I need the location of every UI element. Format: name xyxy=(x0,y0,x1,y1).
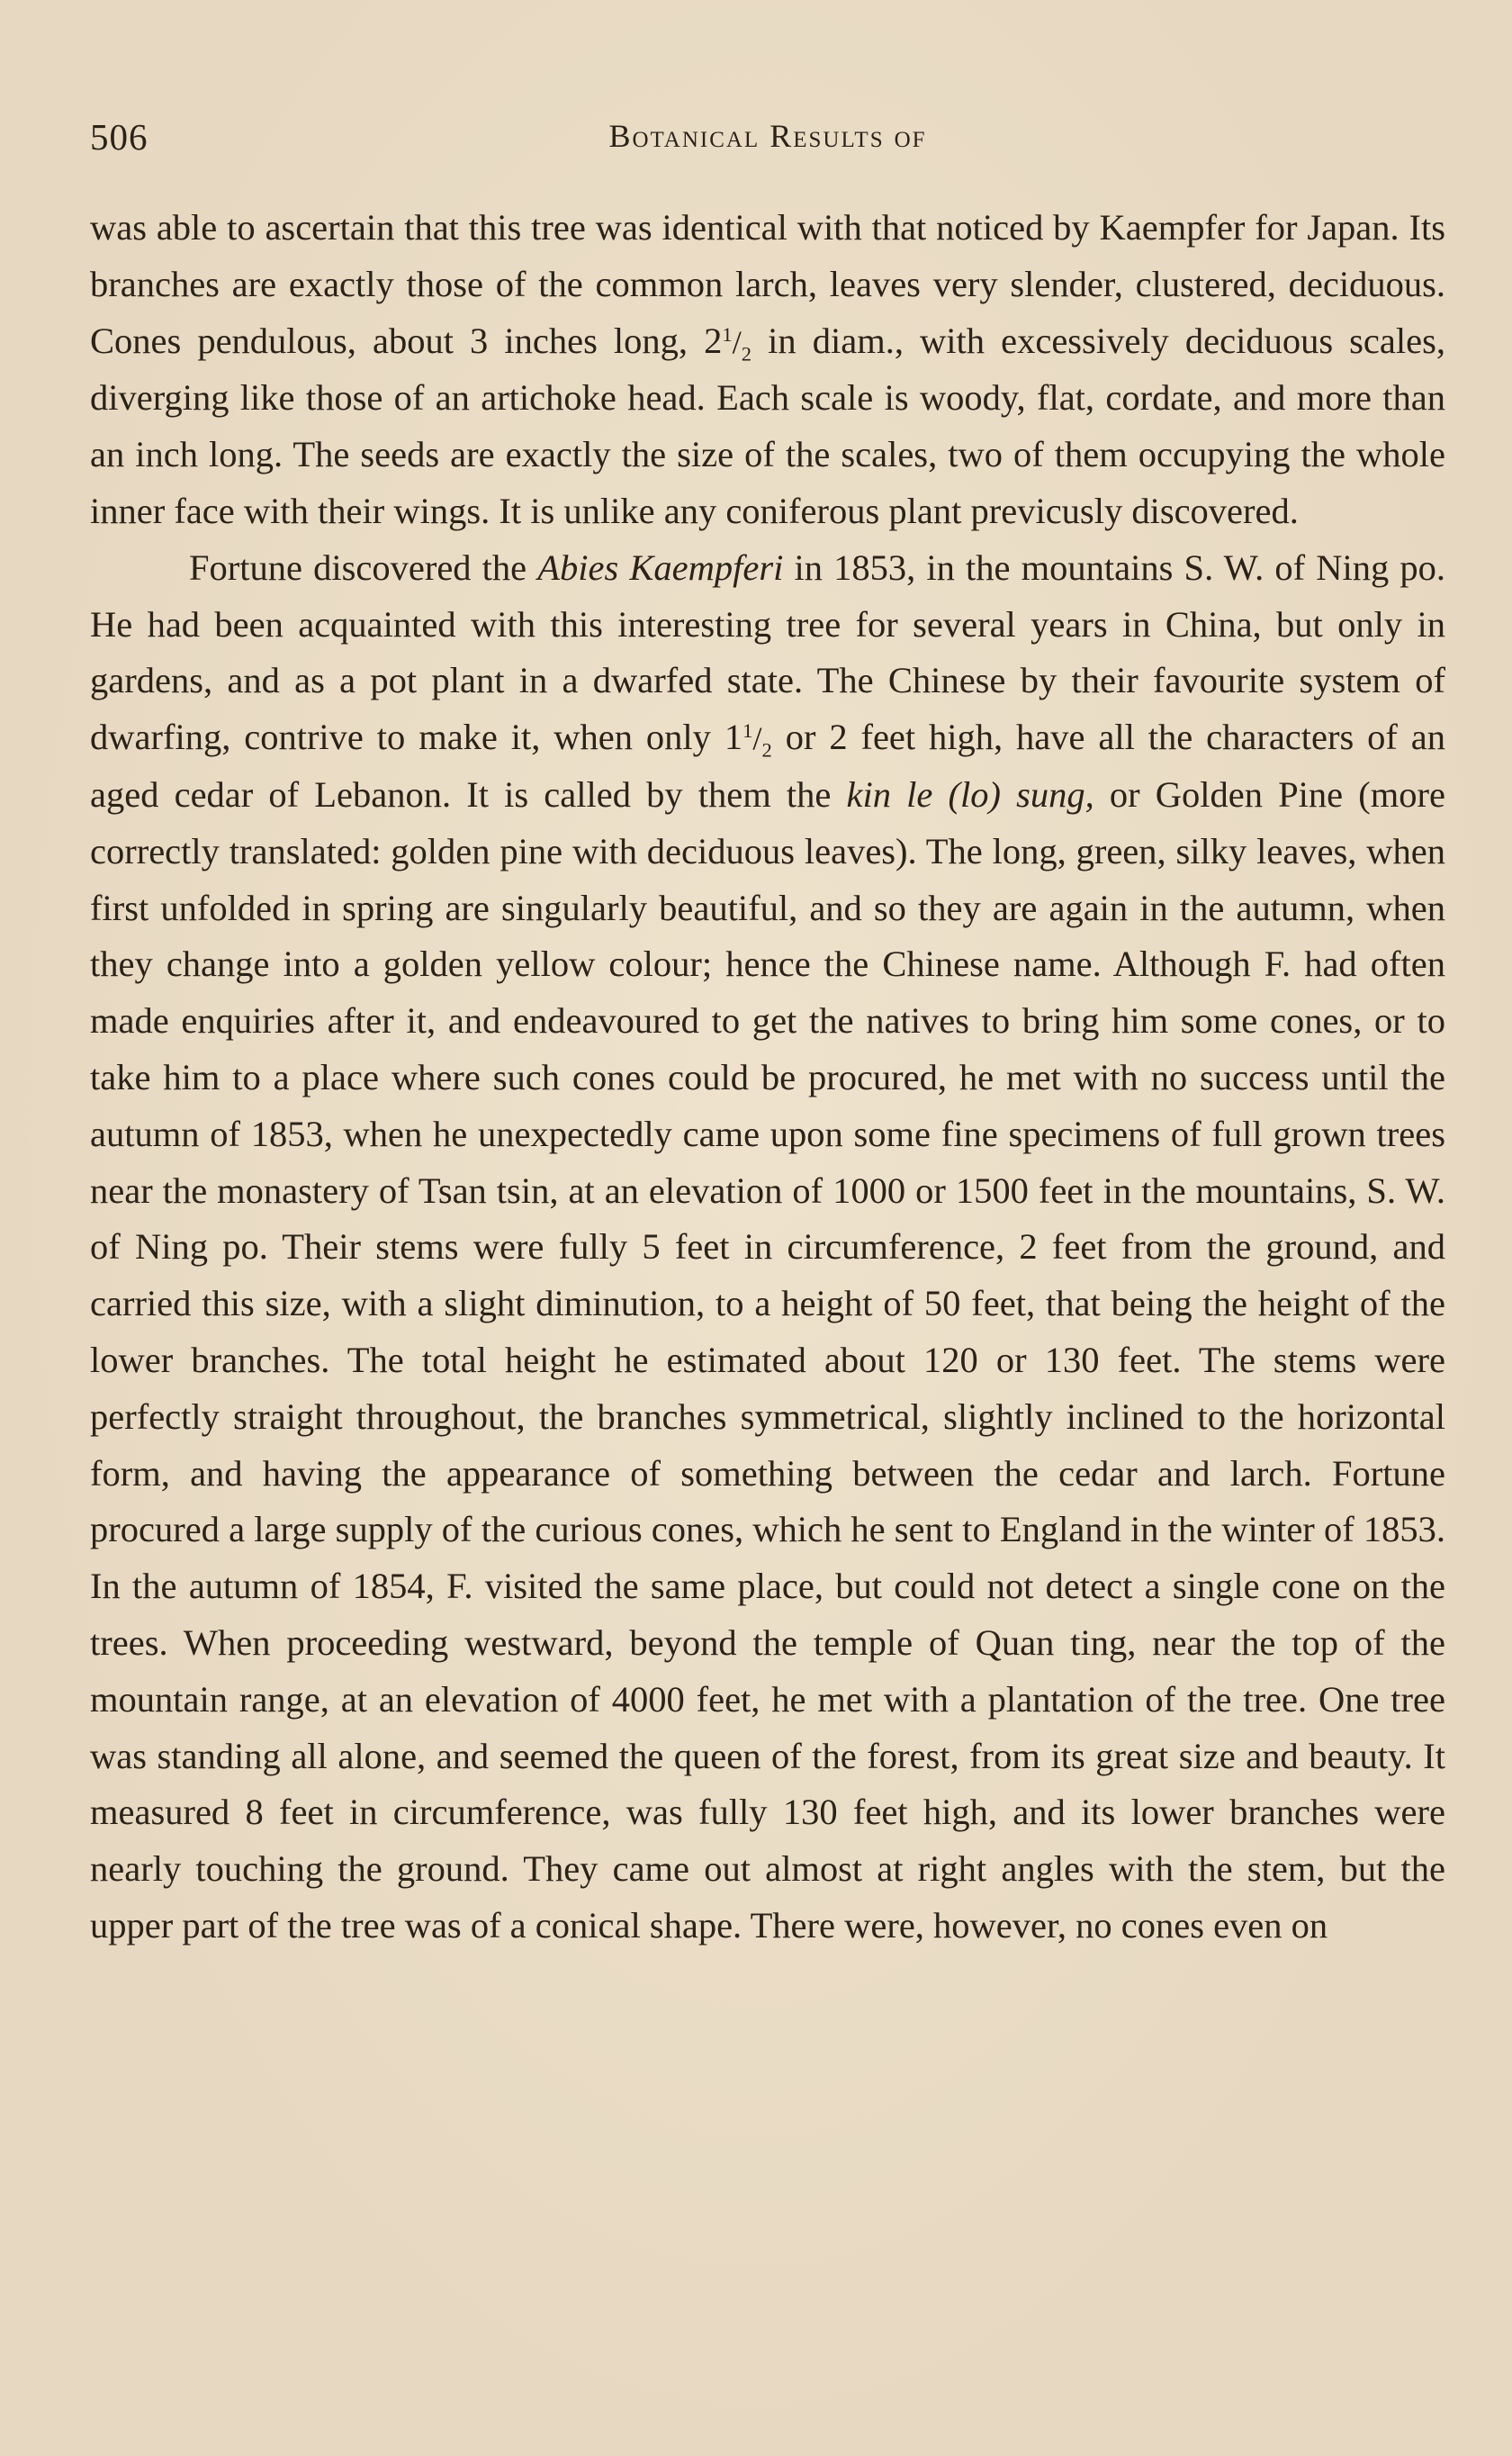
running-header xyxy=(90,101,1445,164)
fraction-numerator: 1 xyxy=(722,322,733,346)
text-run: was able to ascertain that this tree was identical with that noticed by Kaempfer for Japan. Its branches are exactly those of the common larch, leaves very slender, clustered, deciduous. Cones pendulous, about 3 inches long, 2 xyxy=(90,207,1445,361)
running-title: Botanical Results of xyxy=(608,118,927,154)
text-run: or Golden Pine (more correctly translated: golden pine with deciduous leaves). The long, green, silky leaves, when first unfolded in spring are singularly beautiful, and so they are again in the autumn, when they change into a golden yellow colour; hence the Chinese name. Although F. had often made enquiries after it, and endeavoured to get the natives to bring him some cones, or to take him to a place where such cones could be procured, he met with no success until the autumn of 1853, when he unexpectedly came upon some fine specimens of full grown trees near the monastery of Tsan tsin, at an elevation of 1000 or 1500 feet in the mountains, S. W. of Ning po. Their stems were fully 5 feet in circumference, 2 feet from the ground, and carried this size, with a slight diminution, to a height of 50 feet, that being the height of the lower branches. The total height he estimated about 120 or 130 feet. The stems were perfectly straight throughout, the branches symmetrical, slightly inclined to the horizontal form, and having the appearance of something between the cedar and larch. Fortune procured a large supply of the curious cones, which he sent to England in the winter of 1853. In the autumn of 1854, F. visited the same place, but could not detect a single cone on the trees. When proceeding westward, beyond the temple of Quan ting, near the top of the mountain range, at an elevation of 4000 feet, he met with a plantation of the tree. One tree was standing all alone, and seemed the queen of the forest, from its great size and beauty. It measured 8 feet in circumference, was fully 130 feet high, and its lower branches were nearly touching the ground. They came out almost at right angles with the stem, but the upper part of the tree was of a conical shape. There were, however, no cones even on xyxy=(90,773,1445,1946)
fraction-numerator: 1 xyxy=(742,719,753,743)
paragraph-fortune xyxy=(90,540,1445,1955)
text-run: in diam., with excessively deciduous scales, diverging like those of an artichoke head. Each scale is woody, flat, cordate, and more than an inch long. The seeds are exactly the size of the scales, two of them occupying the whole inner face with their wings. It is unlike any coniferous plant previcusly discovered. xyxy=(90,320,1445,531)
fraction-slash: / xyxy=(752,720,762,757)
fraction-denominator: 2 xyxy=(741,341,752,365)
text-run: in 1853, in the mountains S. W. of Ning po. He had been acquainted with this interesting tree for several years in China, but only in gardens, and as a pot plant in a dwarfed state. The Chinese by their favourite system of dwarfing, contrive to make it, when only 1 xyxy=(90,546,1445,758)
fraction-denominator: 2 xyxy=(761,738,772,762)
page-number: 506 xyxy=(90,116,148,158)
text-run: or 2 feet high, have all the characters of an aged cedar of Lebanon. It is called by them the xyxy=(90,717,1445,815)
fraction-slash: / xyxy=(732,323,742,360)
italic-term: kin le (lo) sung, xyxy=(846,773,1094,815)
paragraph-continued xyxy=(90,200,1445,540)
text-run: Fortune discovered the xyxy=(189,546,538,588)
body-text xyxy=(90,200,1445,1955)
fraction xyxy=(722,322,752,365)
italic-term: Abies Kaempferi xyxy=(537,546,784,588)
fraction xyxy=(742,719,772,762)
